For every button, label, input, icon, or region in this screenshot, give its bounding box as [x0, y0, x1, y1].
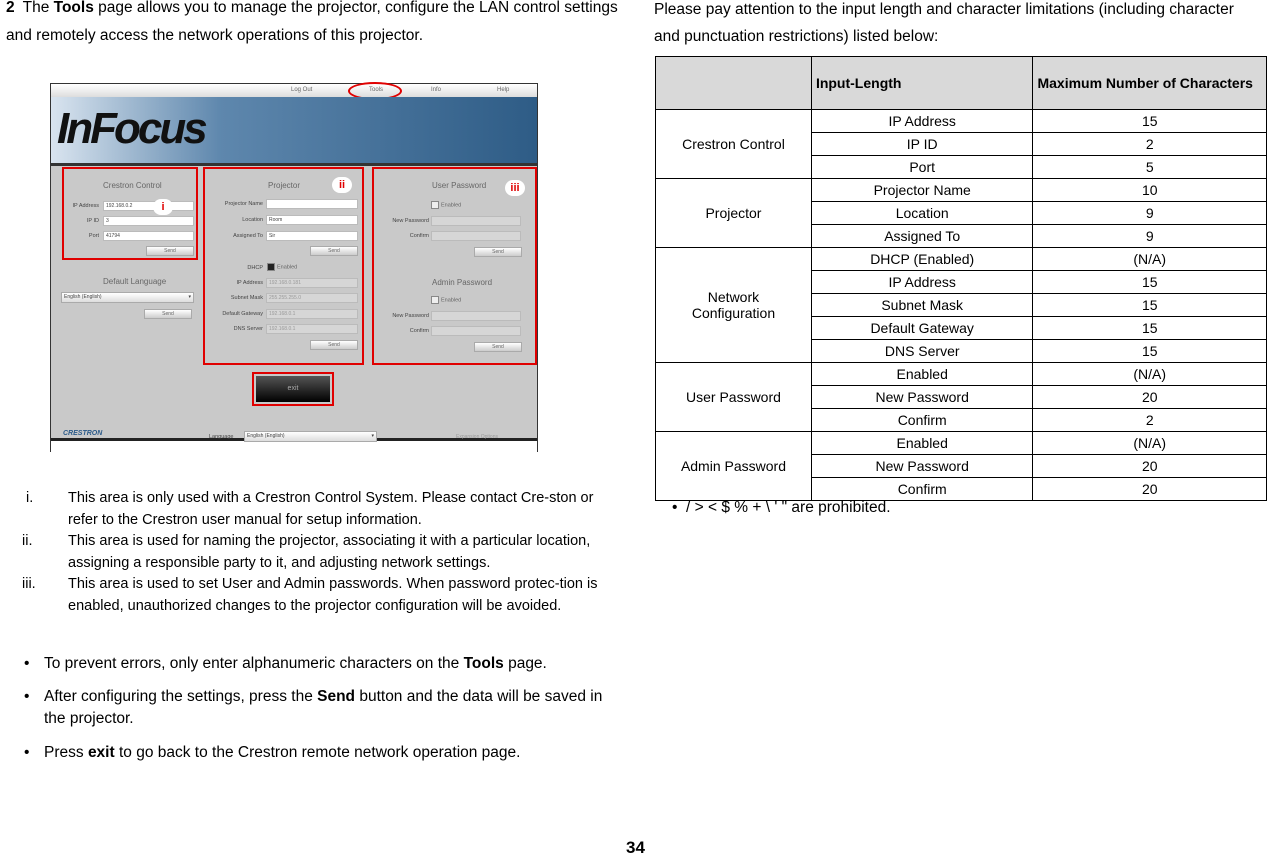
checkbox-label: Enabled: [441, 297, 462, 304]
max-chars-cell: 2: [1033, 133, 1267, 156]
checkbox-label: Enabled: [441, 202, 462, 209]
header-input-length: Input-Length: [811, 57, 1033, 110]
field-label: Confirm: [409, 233, 429, 239]
footer-language-select[interactable]: English (English) ▾: [244, 431, 377, 442]
field-label: DNS Server: [233, 326, 263, 332]
subnet-mask-input[interactable]: 255.255.255.0: [266, 293, 358, 303]
nav-help: Help: [497, 87, 510, 93]
prohibited-text: / > < $ % + \ ' " are prohibited.: [686, 499, 891, 516]
field-label: IP Address: [236, 280, 263, 286]
max-chars-cell: (N/A): [1033, 363, 1267, 386]
user-password-title: User Password: [432, 181, 487, 190]
crestron-logo: CRESTRON: [63, 430, 103, 437]
note-number: iii.: [22, 576, 36, 592]
projector-title: Projector: [268, 181, 301, 190]
input-name-cell: Assigned To: [811, 225, 1033, 248]
admin-confirm-input[interactable]: [431, 326, 521, 336]
tools-page-screenshot: [50, 83, 538, 452]
bullet-text: button and the data will be saved in the projector.: [44, 688, 603, 727]
group-name-cell: Admin Password: [656, 432, 812, 501]
note-text: This area is used for naming the projector, associating it with a particular location, assigning a responsible party to it, and adjusting network settings.: [68, 533, 591, 571]
nav-info: Info: [431, 87, 442, 93]
projector-send-button[interactable]: Send: [310, 246, 358, 256]
step-number: 2: [6, 0, 15, 16]
group-name-cell: Network Configuration: [656, 248, 812, 363]
field-label: Projector Name: [224, 201, 263, 207]
ip-address-input[interactable]: 192.168.0.2: [103, 201, 194, 211]
field-label: Default Gateway: [222, 311, 263, 317]
note-iii: [22, 574, 632, 640]
input-name-cell: Confirm: [811, 409, 1033, 432]
nav-logout: Log Out: [291, 87, 313, 93]
max-chars-cell: (N/A): [1033, 432, 1267, 455]
nav-tools: Tools: [369, 87, 384, 93]
limitations-intro: Please pay attention to the input length and character limitations (including character and punctuation restrictions) listed below:: [654, 1, 1234, 45]
net-ip-input[interactable]: 192.168.0.181: [266, 278, 358, 288]
field-label: Port: [88, 233, 99, 239]
default-language-title: Default Language: [103, 277, 167, 286]
bullet-bold: Send: [317, 688, 356, 705]
admin-new-password-input[interactable]: [431, 311, 521, 321]
infocus-logo: InFocus: [57, 104, 205, 153]
table-row: [656, 110, 1267, 133]
intro-bold: Tools: [53, 0, 94, 16]
bullet-text: Press: [44, 744, 88, 761]
group-name-cell: Projector: [656, 179, 812, 248]
bullet-text: page.: [503, 655, 547, 672]
input-name-cell: IP Address: [811, 271, 1033, 294]
projector-name-input[interactable]: [266, 199, 358, 209]
ip-id-input[interactable]: 3: [103, 216, 194, 226]
max-chars-cell: 9: [1033, 225, 1267, 248]
marker-ii: ii: [332, 177, 352, 193]
max-chars-cell: 15: [1033, 294, 1267, 317]
expansion-options-link[interactable]: Expansion Options: [456, 434, 498, 440]
max-chars-cell: 20: [1033, 386, 1267, 409]
input-name-cell: Confirm: [811, 478, 1033, 501]
input-name-cell: IP Address: [811, 110, 1033, 133]
input-name-cell: Enabled: [811, 363, 1033, 386]
field-label: Location: [242, 217, 263, 223]
field-label: Confirm: [409, 328, 429, 334]
max-chars-cell: 2: [1033, 409, 1267, 432]
input-name-cell: DNS Server: [811, 340, 1033, 363]
table-header-row: [656, 57, 1267, 110]
input-name-cell: Subnet Mask: [811, 294, 1033, 317]
table-row: [656, 363, 1267, 386]
group-name-cell: Crestron Control: [656, 110, 812, 179]
intro-text-rest: page allows you to manage the projector, configure the LAN control settings and remotely access the network operations of this projector.: [6, 0, 618, 44]
dhcp-checkbox[interactable]: [267, 263, 297, 271]
input-name-cell: Default Gateway: [811, 317, 1033, 340]
input-limits-table: [655, 56, 1267, 501]
field-label: IP ID: [86, 218, 99, 224]
max-chars-cell: 20: [1033, 478, 1267, 501]
intro-paragraph: [6, 0, 626, 50]
footer-language-label: Language: [209, 434, 234, 440]
user-password-send-button[interactable]: Send: [474, 247, 522, 257]
max-chars-cell: 9: [1033, 202, 1267, 225]
crestron-send-button[interactable]: Send: [146, 246, 194, 256]
note-ii: [22, 531, 632, 575]
input-name-cell: Projector Name: [811, 179, 1033, 202]
admin-password-send-button[interactable]: Send: [474, 342, 522, 352]
note-number: i.: [26, 490, 34, 506]
crestron-title: Crestron Control: [103, 181, 162, 190]
language-send-button[interactable]: Send: [144, 309, 192, 319]
user-password-enabled-checkbox[interactable]: [431, 201, 461, 209]
input-name-cell: Enabled: [811, 432, 1033, 455]
input-name-cell: Location: [811, 202, 1033, 225]
max-chars-cell: 15: [1033, 110, 1267, 133]
field-label: Subnet Mask: [230, 295, 263, 301]
bullet-text: After configuring the settings, press the: [44, 688, 318, 705]
bullet-dot: •: [672, 499, 687, 516]
max-chars-cell: 15: [1033, 271, 1267, 294]
input-name-cell: New Password: [811, 386, 1033, 409]
page-number: 34: [626, 838, 645, 857]
field-label: IP Address: [72, 203, 99, 209]
input-name-cell: DHCP (Enabled): [811, 248, 1033, 271]
dhcp-label: DHCP: [247, 265, 263, 271]
user-new-password-input[interactable]: [431, 216, 521, 226]
max-chars-cell: 20: [1033, 455, 1267, 478]
prohibited-note: [672, 499, 891, 517]
admin-password-enabled-checkbox[interactable]: [431, 296, 461, 304]
field-label: New Password: [392, 218, 429, 224]
group-name-cell: User Password: [656, 363, 812, 432]
location-input[interactable]: Room: [266, 215, 358, 225]
assigned-to-input[interactable]: Sir: [266, 231, 358, 241]
note-text: This area is only used with a Crestron Control System. Please contact Cre-ston or refer to the Crestron user manual for setup information.: [68, 490, 594, 528]
table-row: [656, 432, 1267, 455]
exit-button[interactable]: exit: [256, 376, 330, 402]
default-language-select[interactable]: English (English) ▾: [61, 292, 194, 303]
input-name-cell: New Password: [811, 455, 1033, 478]
input-name-cell: IP ID: [811, 133, 1033, 156]
note-i: [22, 488, 632, 532]
field-label: New Password: [392, 313, 429, 319]
header-empty: [656, 57, 812, 110]
input-name-cell: Port: [811, 156, 1033, 179]
top-nav: [51, 84, 537, 97]
bullet-text: to go back to the Crestron remote network operation page.: [114, 744, 521, 761]
dhcp-checkbox-label: Enabled: [277, 264, 298, 271]
note-number: ii.: [22, 533, 33, 549]
default-gateway-input[interactable]: 192.168.0.1: [266, 309, 358, 319]
note-text: This area is used to set User and Admin passwords. When password protec-tion is enabled, unauthorized changes to the projector configuration will be avoided.: [68, 576, 598, 614]
bullet-bold: exit: [87, 744, 115, 761]
max-chars-cell: 15: [1033, 340, 1267, 363]
intro-text: The: [22, 0, 54, 16]
header-max-chars: Maximum Number of Characters: [1033, 57, 1267, 110]
bullet-bold: Tools: [463, 655, 504, 672]
max-chars-cell: 15: [1033, 317, 1267, 340]
user-confirm-input[interactable]: [431, 231, 521, 241]
admin-password-title: Admin Password: [432, 278, 493, 287]
network-send-button[interactable]: Send: [310, 340, 358, 350]
table-row: [656, 179, 1267, 202]
table-row: [656, 248, 1267, 271]
field-label: Assigned To: [233, 233, 263, 239]
max-chars-cell: 5: [1033, 156, 1267, 179]
port-input[interactable]: 41794: [103, 231, 194, 241]
bullet-text: To prevent errors, only enter alphanumeric characters on the: [44, 655, 464, 672]
max-chars-cell: 10: [1033, 179, 1267, 202]
marker-iii: iii: [505, 180, 525, 196]
max-chars-cell: (N/A): [1033, 248, 1267, 271]
dns-server-input[interactable]: 192.168.0.1: [266, 324, 358, 334]
marker-i: i: [153, 199, 173, 215]
